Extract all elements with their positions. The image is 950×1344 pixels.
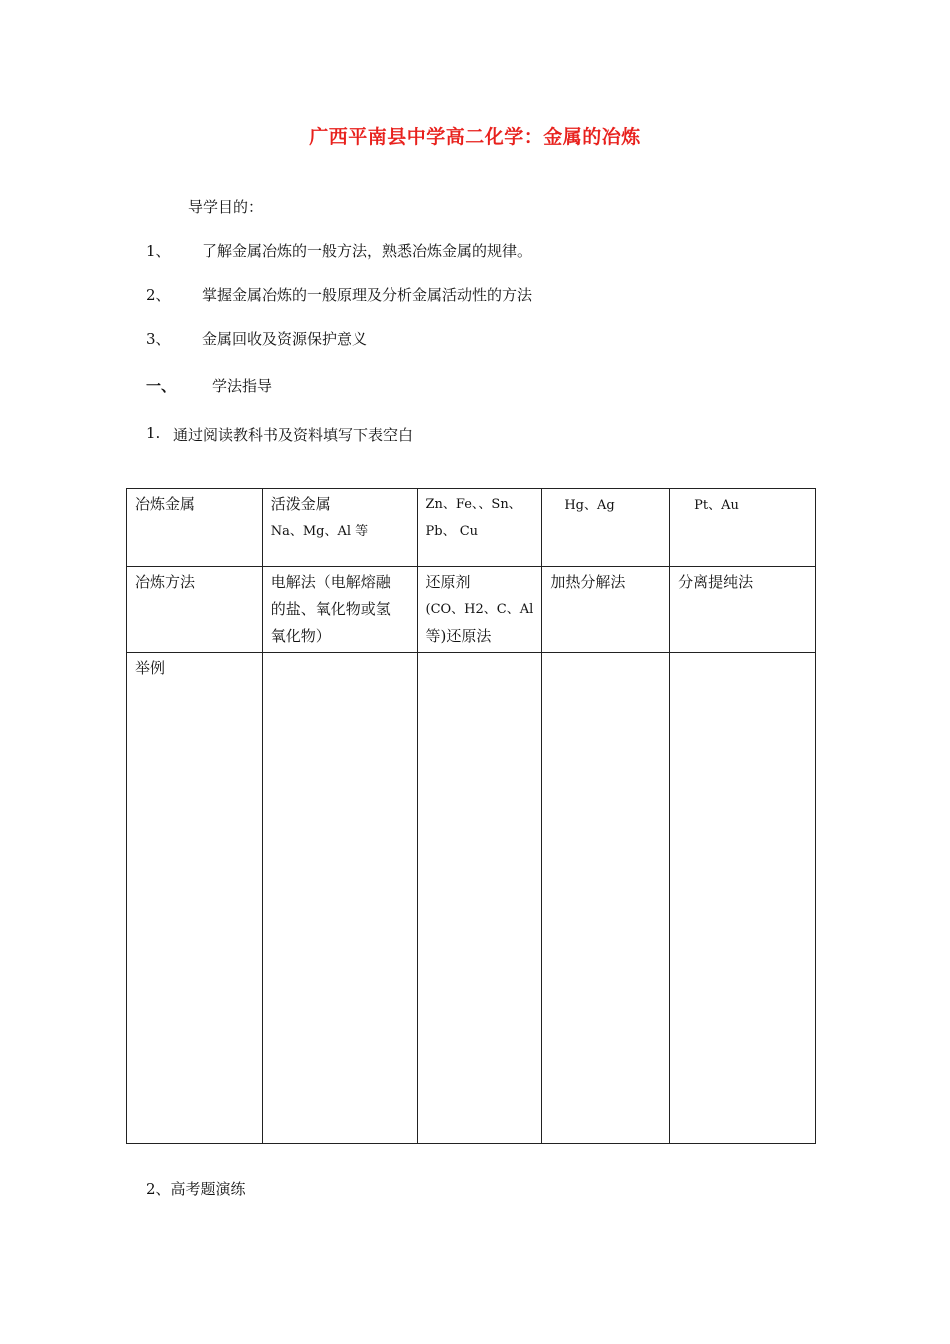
table-row-example [127, 653, 816, 1144]
cell-text: Zn、Fe、、Sn、 [425, 497, 522, 512]
cell-text: (CO、H2、C、Al [425, 602, 534, 617]
page-title: 广西平南县中学高二化学：金属的冶炼 [309, 126, 641, 148]
task-2-text: 2、高考题演练 [146, 1180, 246, 1198]
table-cell [542, 567, 670, 653]
table-row-method [127, 567, 816, 653]
section-one-title: 学法指导 [212, 377, 273, 395]
cell-text: 举例 [135, 659, 166, 677]
objective-3-number: 3、 [146, 330, 171, 348]
task-1-number: 1. [146, 424, 161, 442]
cell-text: Pb、 Cu [425, 524, 479, 539]
table-cell-empty [262, 653, 417, 1144]
table-cell-empty [417, 653, 542, 1144]
table-cell [262, 489, 417, 567]
cell-text: Pt、Au [694, 498, 739, 513]
cell-text: 加热分解法 [550, 573, 626, 591]
task-1-text: 通过阅读教科书及资料填写下表空白 [173, 426, 414, 444]
cell-text: 氧化物） [270, 627, 331, 645]
cell-text: 的盐、氧化物或氢 [270, 600, 391, 618]
cell-text: 等)还原法 [425, 627, 492, 645]
table-cell [670, 567, 816, 653]
objective-3-text: 金属回收及资源保护意义 [202, 330, 368, 348]
table-cell-empty [670, 653, 816, 1144]
cell-text: 电解法（电解熔融 [270, 573, 391, 591]
objective-1-text: 了解金属冶炼的一般方法，熟悉冶炼金属的规律。 [202, 242, 533, 260]
table-cell [417, 567, 542, 653]
objective-1-number: 1、 [146, 242, 171, 260]
objectives-heading: 导学目的： [188, 198, 264, 216]
objective-2-number: 2、 [146, 286, 171, 304]
table-header-method [127, 567, 263, 653]
table-cell [417, 489, 542, 567]
cell-text: 活泼金属 [270, 495, 331, 513]
cell-text: Na、Mg、Al 等 [270, 524, 369, 539]
section-one-number: 一、 [146, 377, 177, 395]
cell-text: Hg、Ag [564, 498, 615, 513]
cell-text: 冶炼方法 [135, 573, 196, 591]
metal-smelting-table [126, 488, 816, 1144]
table-header-example [127, 653, 263, 1144]
cell-text: 冶炼金属 [135, 495, 196, 513]
cell-text: 分离提纯法 [678, 573, 754, 591]
table-cell [670, 489, 816, 567]
table-cell [262, 567, 417, 653]
table-cell-empty [542, 653, 670, 1144]
table-row-metal [127, 489, 816, 567]
table-cell [542, 489, 670, 567]
table-header-metal [127, 489, 263, 567]
objective-2-text: 掌握金属冶炼的一般原理及分析金属活动性的方法 [202, 286, 533, 304]
cell-text: 还原剂 [425, 573, 471, 591]
